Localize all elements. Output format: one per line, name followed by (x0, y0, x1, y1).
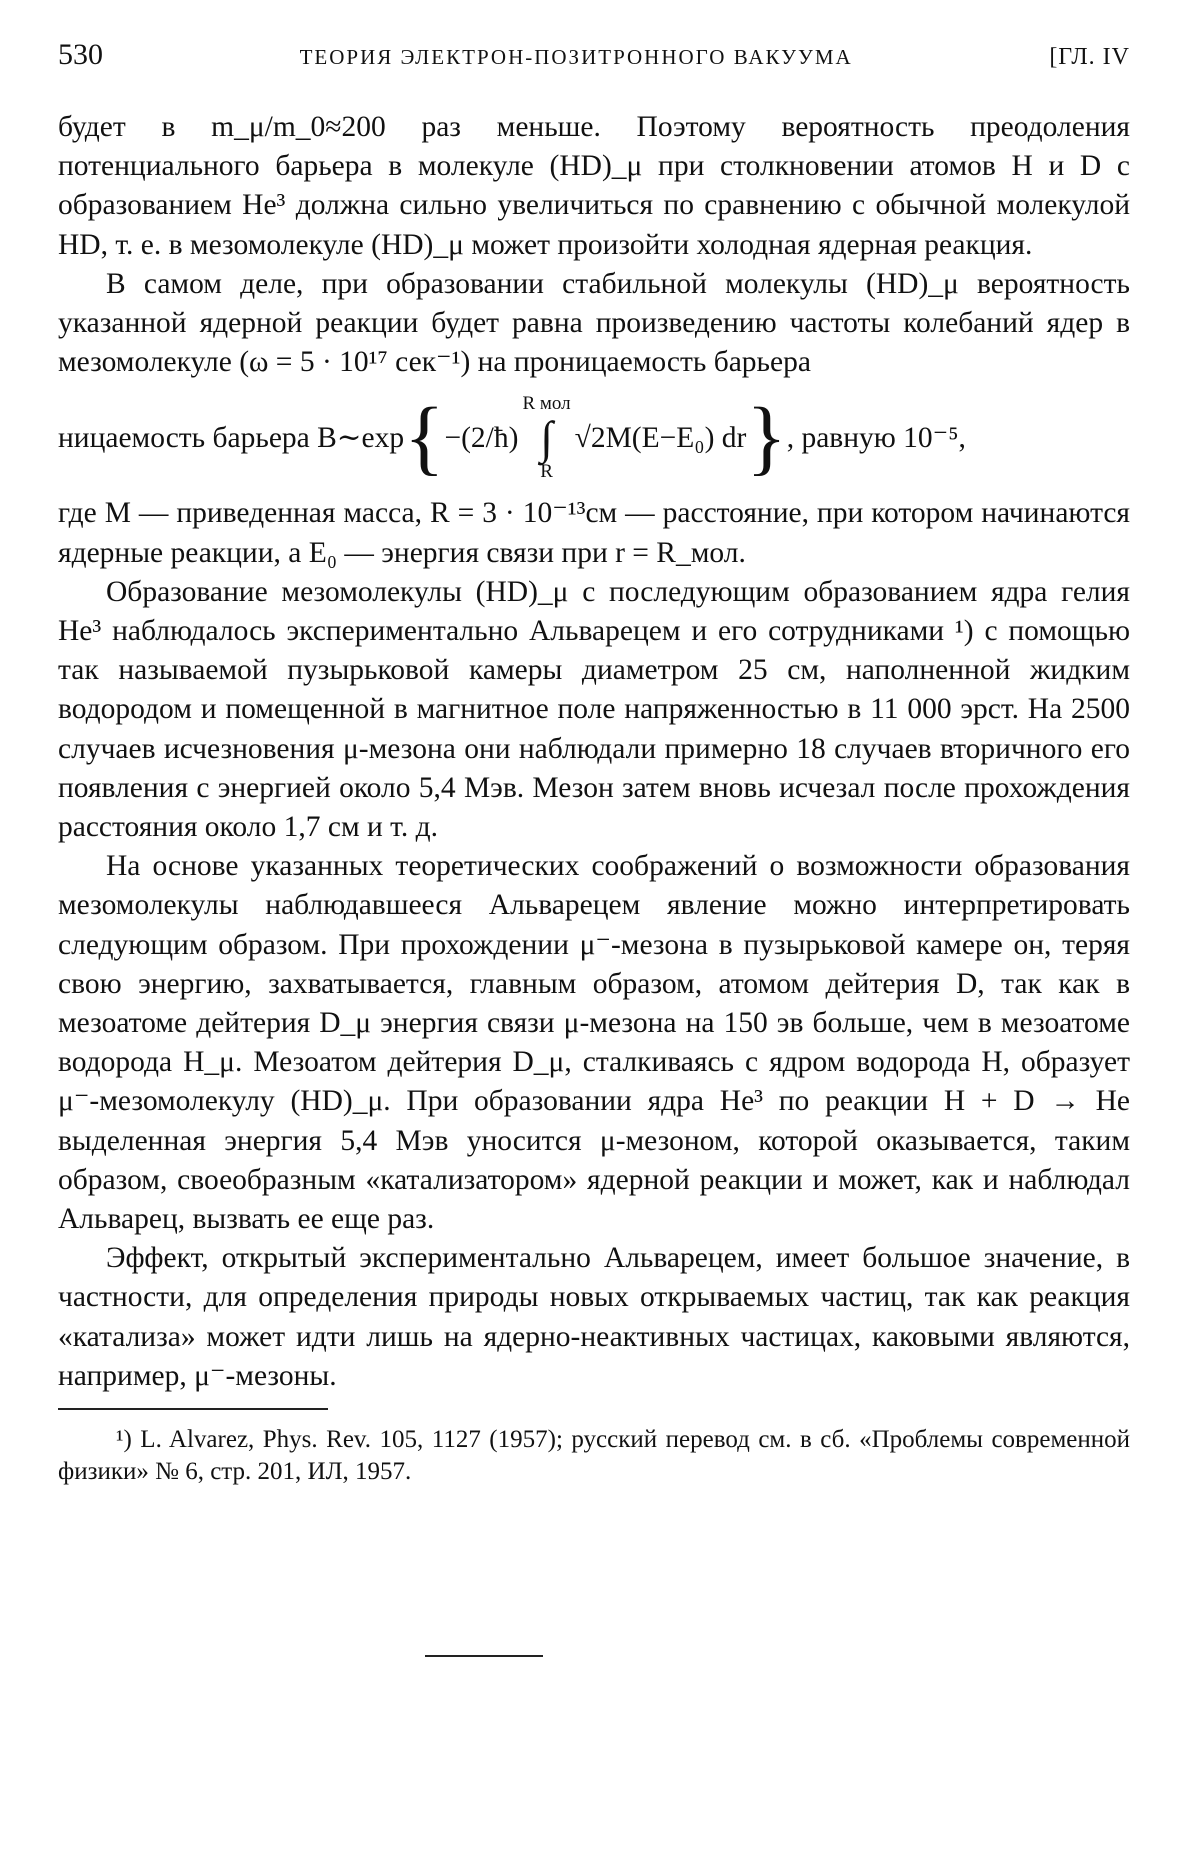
chapter-marker: [ГЛ. IV (1049, 44, 1130, 70)
footnote-divider (58, 1408, 328, 1410)
integral-sign: ∫ (540, 412, 553, 464)
formula-left-brace: { (404, 391, 445, 485)
footnote: ¹) L. Alvarez, Phys. Rev. 105, 1127 (1957); русский перевод см. в сб. «Проблемы современной физики» № 6, стр. 201, ИЛ, 1957. (58, 1426, 1130, 1486)
upper-limit: R мол (522, 393, 571, 415)
running-title: ТЕОРИЯ ЭЛЕКТРОН-ПОЗИТРОННОГО ВАКУУМА (299, 45, 853, 69)
formula-minus: −(2/ħ) (444, 421, 519, 454)
formula-tail: , равную 10⁻⁵, (786, 421, 966, 454)
paragraph-6: Эффект, открытый экспериментально Альварецем, имеет большое значение, в частности, для определения природы новых открываемых частиц, так как реакция «катализа» может идти лишь на ядерно-неактивных частицах, каковыми являются, например, μ⁻-мезоны. (58, 1242, 1130, 1392)
end-of-page-rule (425, 1655, 543, 1657)
formula-lead: ницаемость барьера B∼exp (58, 421, 405, 454)
paragraph-5: На основе указанных теоретических соображений о возможности образования мезомолекулы наблюдавшееся Альварецем явление можно интерпретировать следующим образом. При прохождении μ⁻-мезона в пузырьковой камере он, теряя свою энергию, захватывается, главным образом, атомом дейтерия D, так как в мезоатоме дейтерия D_μ энергия связи μ-мезона на 150 эв больше, чем в мезоатоме водорода H_μ. Мезоатом дейтерия D_μ, сталкиваясь с ядром водорода H, образует μ⁻-мезомолекулу (HD)_μ. При образовании ядра He³ по реакции H + D → He выделенная энергия 5,4 Мэв уносится μ-мезоном, которой оказывается, таким образом, своеобразным «катализатором» ядерной реакции и может, как и наблюдал Альварец, вызвать ее еще раз. (58, 850, 1130, 1236)
integral-limits (522, 393, 570, 483)
lower-limit: R (540, 461, 553, 483)
paragraph-2: В самом деле, при образовании стабильной молекулы (HD)_μ вероятность указанной ядерной реакции будет равна произведению частоты колебаний ядер в мезомолекуле (ω = 5 · 10¹⁷ сек⁻¹) на проницаемость барьера (58, 267, 1130, 379)
page-number: 530 (58, 38, 103, 71)
paragraph-4: Образование мезомолекулы (HD)_μ с последующим образованием ядра гелия He³ наблюдалось экспериментально Альварецем и его сотрудниками ¹) с помощью так называемой пузырьковой камеры диаметром 25 см, наполненной жидким водородом и помещенной в магнитное поле напряженностью в 11 000 эрст. На 2500 случаев исчезновения μ-мезона они наблюдали примерно 18 случаев вторичного его появления с энергией около 5,4 Мэв. Мезон затем вновь исчезал после прохождения расстояния около 1,7 см и т. д. (58, 575, 1130, 844)
book-page (58, 38, 1130, 1488)
formula-integrand: √2M(E−E₀) dr (574, 421, 747, 454)
running-head (58, 38, 1130, 90)
barrier-formula (58, 382, 1130, 494)
formula-right-brace: } (746, 391, 787, 485)
main-text (58, 108, 1130, 1396)
paragraph-3: где M — приведенная масса, R = 3 · 10⁻¹³см — расстояние, при котором начинаются ядерные реакции, а E₀ — энергия связи при r = R_мол. (58, 497, 1130, 569)
paragraph-1: будет в m_μ/m_0≈200 раз меньше. Поэтому вероятность преодоления потенциального барьера в молекуле (HD)_μ при столкновении атомов H и D с образованием He³ должна сильно увеличиться по сравнению с обычной молекулой HD, т. е. в мезомолекуле (HD)_μ может произойти холодная ядерная реакция. (58, 111, 1130, 261)
